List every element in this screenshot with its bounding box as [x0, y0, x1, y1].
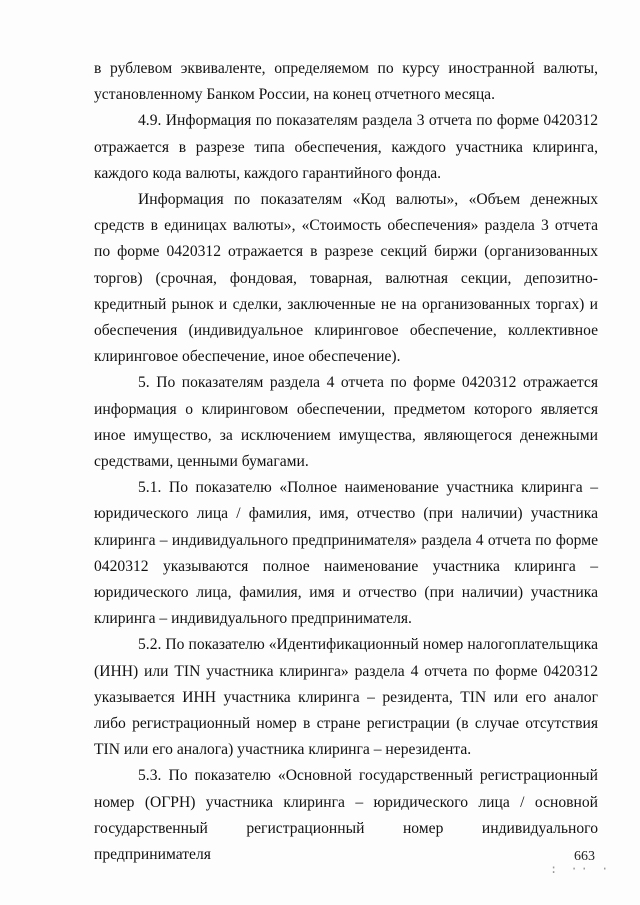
faint-stamp-mark: : ·· · [550, 862, 612, 876]
paragraph-5-3: 5.3. По показателю «Основной государственный регистрационный номер (ОГРН) участника клиринга – юридического лица / основной государственный регистрационный номер индивидуального предпринимателя [94, 767, 598, 864]
paragraph-5-1: 5.1. По показателю «Полное наименование участника клиринга – юридического лица / фамилия, имя, отчество (при наличии) участника клиринга – индивидуального предпринимателя» раздела 4 отчета по форме 0420312 указываются полное наименование участника клиринга – юридического лица, фамилия, имя и отчество (при наличии) участника клиринга – индивидуального предпринимателя. [94, 479, 598, 628]
paragraph-5: 5. По показателям раздела 4 отчета по форме 0420312 отражается информация о клиринговом обеспечении, предметом которого является иное имущество, за исключением имущества, являющегося денежными средствами, ценными бумагами. [94, 374, 598, 471]
paragraph-5-2: 5.2. По показателю «Идентификационный номер налогоплательщика (ИНН) или TIN участника клиринга» раздела 4 отчета по форме 0420312 указывается ИНН участника клиринга – резидента, TIN или его аналог либо регистрационный номер в стране регистрации (в случае отсутствия TIN или его аналога) участника клиринга – нерезидента. [94, 636, 598, 759]
paragraph-4-9-info: Информация по показателям «Код валюты», «Объем денежных средств в единицах валюты», «Стоимость обеспечения» раздела 3 отчета по форме 0420312 отражается в разрезе секций биржи (организованных торгов) (срочная, фондовая, товарная, валютная секции, депозитно-кредитный рынок и сделки, заключенные не на организованных торгах) и обеспечения (индивидуальное клиринговое обеспечение, коллективное клиринговое обеспечение, иное обеспечение). [94, 191, 598, 366]
page-number: 663 [574, 849, 595, 864]
paragraph-continuation: в рублевом эквиваленте, определяемом по курсу иностранной валюты, установленному Банком России, на конец отчетного месяца. [94, 60, 598, 104]
paragraph-4-9: 4.9. Информация по показателям раздела 3 отчета по форме 0420312 отражается в разрезе типа обеспечения, каждого участника клиринга, каждого кода валюты, каждого гарантийного фонда. [94, 112, 598, 182]
document-body [94, 56, 598, 868]
